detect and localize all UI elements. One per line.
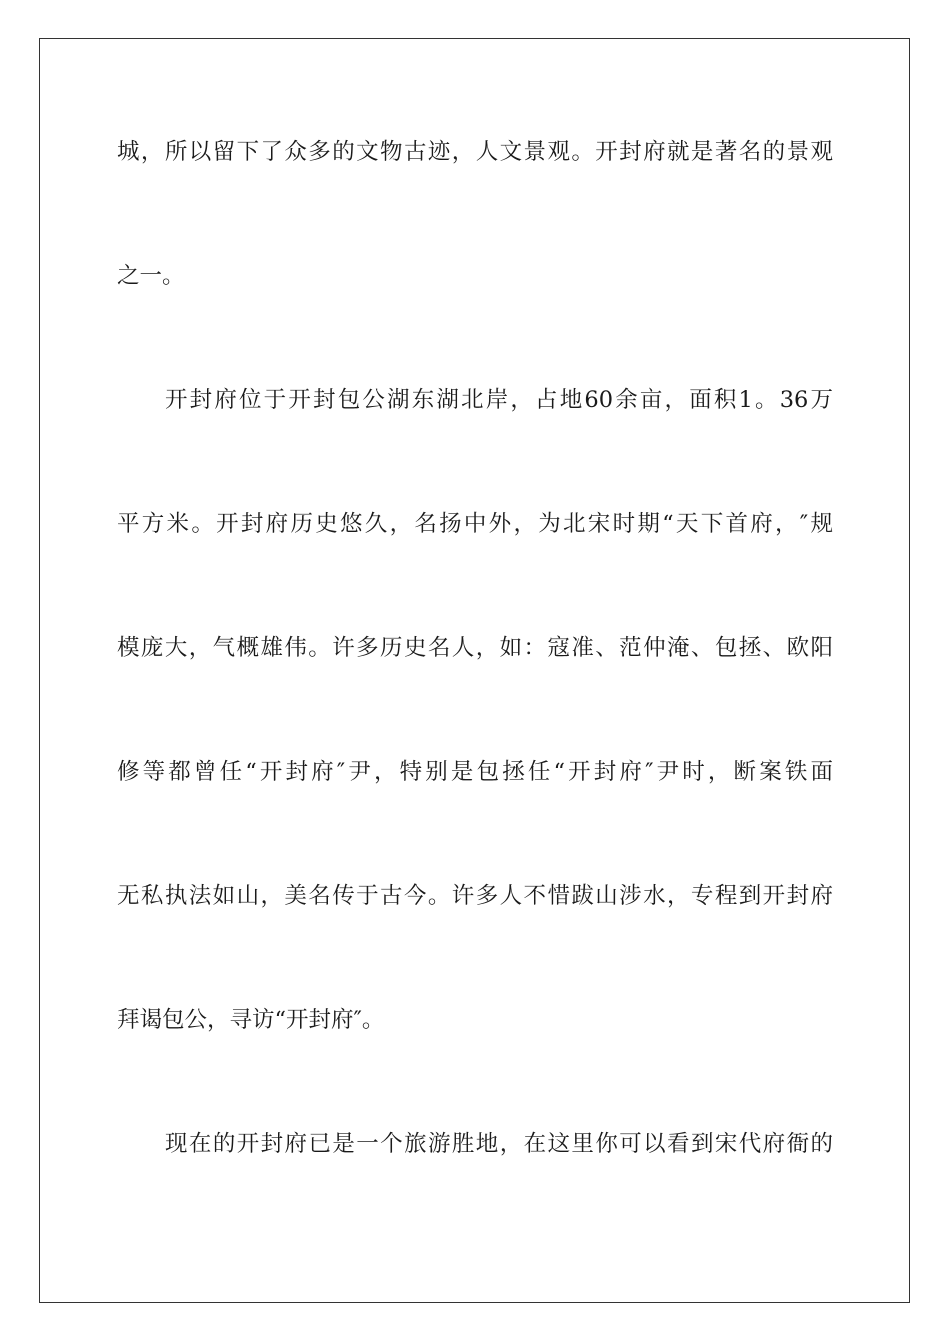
text-line-1: 城，所以留下了众多的文物古迹，人文景观。开封府就是著名的景观 <box>117 139 833 165</box>
text-line-7: 无私执法如山，美名传于古今。许多人不惜跋山涉水，专程到开封府 <box>117 883 833 909</box>
page-border <box>39 38 910 1303</box>
text-line-6: 修等都曾任“开封府″尹，特别是包拯任“开封府″尹时，断案铁面 <box>117 759 833 785</box>
text-line-8: 拜谒包公，寻访“开封府″。 <box>117 1007 385 1033</box>
text-line-2: 之一。 <box>117 263 185 289</box>
text-line-4: 平方米。开封府历史悠久，名扬中外，为北宋时期“天下首府，″规 <box>117 511 833 537</box>
text-line-5: 模庞大，气概雄伟。许多历史名人，如：寇准、范仲淹、包拯、欧阳 <box>117 635 833 661</box>
text-line-3: 开封府位于开封包公湖东湖北岸，占地60余亩，面积1。36万 <box>165 387 833 413</box>
text-line-9: 现在的开封府已是一个旅游胜地，在这里你可以看到宋代府衙的 <box>165 1131 833 1157</box>
